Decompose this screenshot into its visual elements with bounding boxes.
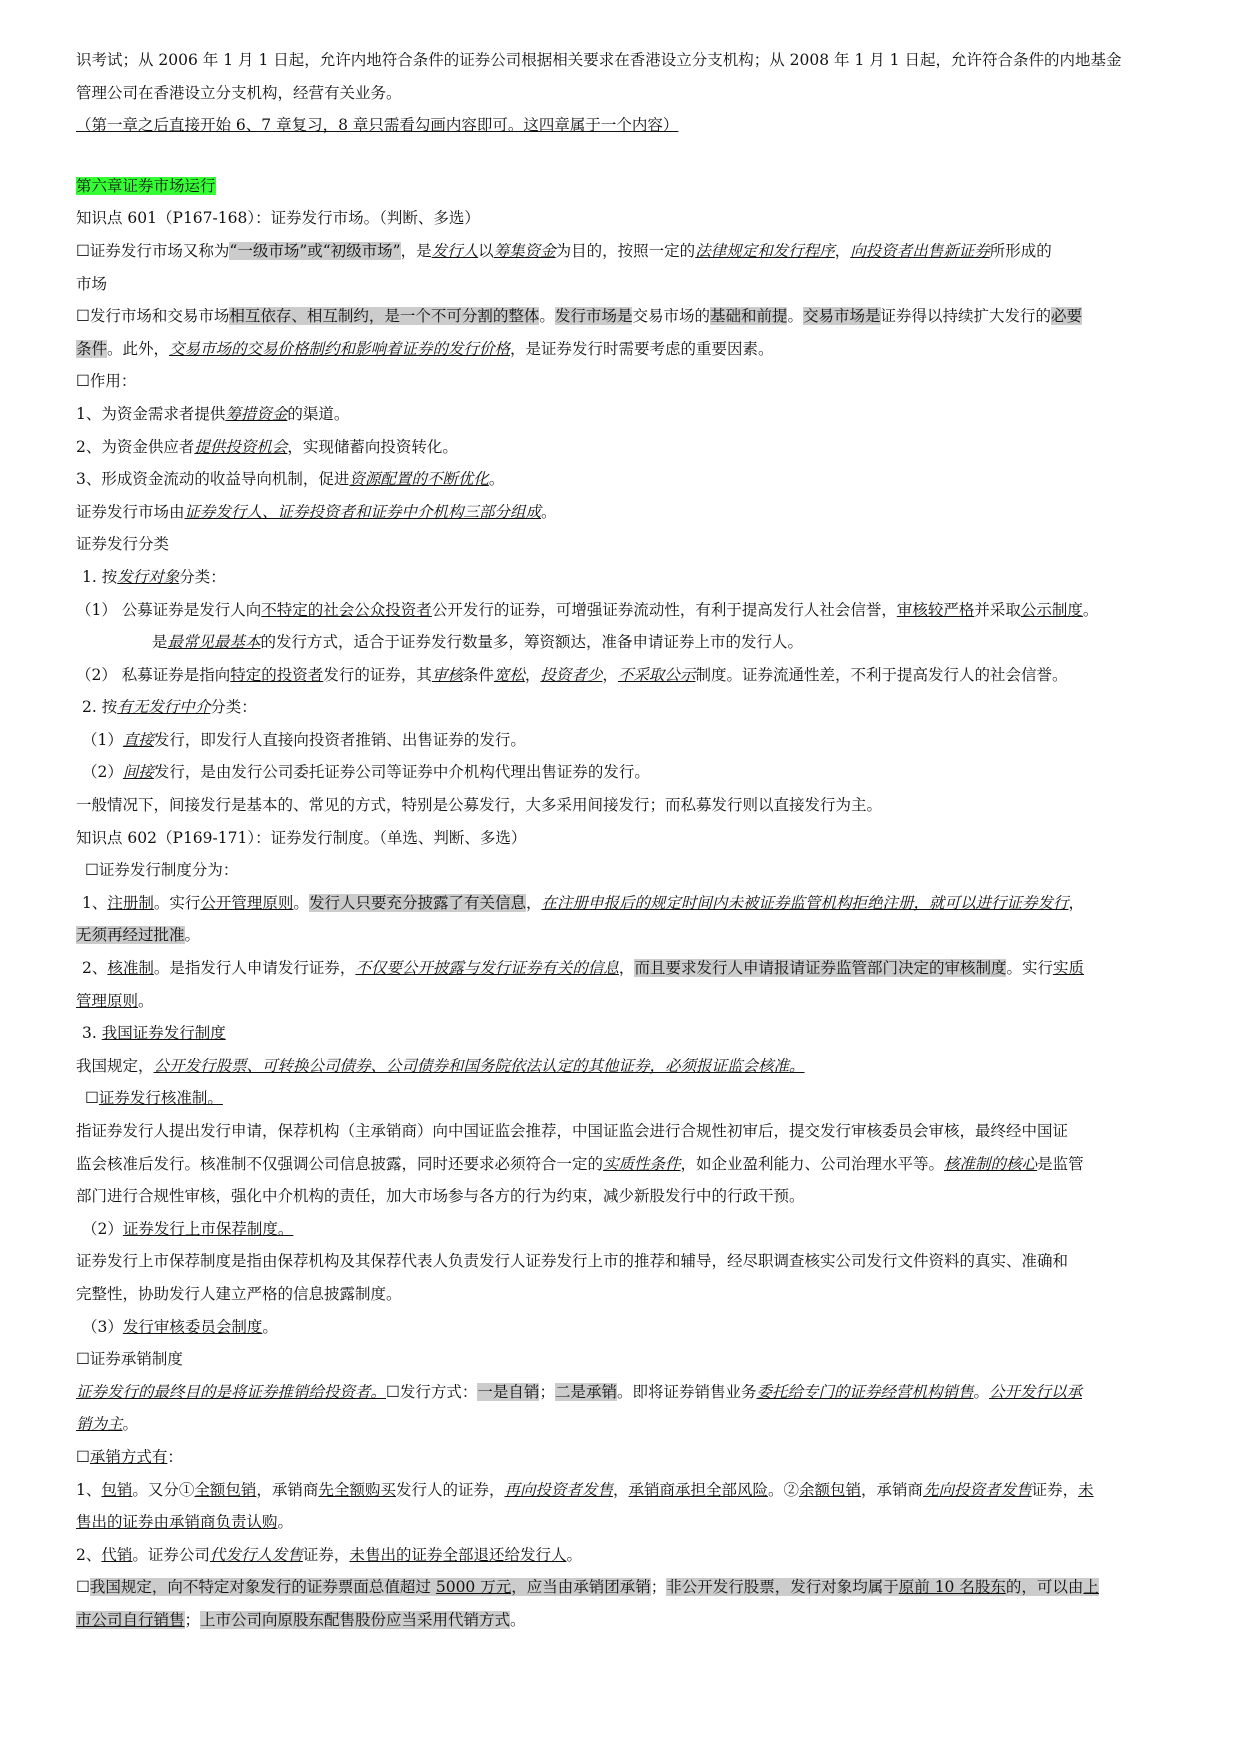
text-run: ，承销商 (861, 1480, 924, 1499)
text-line (76, 1278, 1166, 1311)
marked-text: 非公开发行股票，发行对象均属于 (666, 1578, 899, 1597)
marked-text: 宽松 (493, 665, 525, 684)
marked-text: 实质 (1052, 959, 1084, 978)
text-line (76, 1571, 1166, 1604)
text-run: 。 (184, 926, 201, 945)
marked-text: 原前 10 名股东 (898, 1578, 1006, 1597)
text-run: （2） (82, 1219, 123, 1238)
spacer (76, 142, 1166, 170)
text-line (76, 724, 1166, 757)
text-run: 。即将证券销售业务 (616, 1382, 757, 1401)
text-line (76, 887, 1166, 920)
marked-text: 实质性条件 (603, 1154, 681, 1173)
text-line (76, 235, 1166, 268)
marked-text: 售出的证券由承销商负责认购 (76, 1513, 278, 1532)
text-line (76, 691, 1166, 724)
marked-text: 公示制度 (1020, 600, 1083, 619)
text-run: 证券， (302, 1545, 350, 1564)
text-run: 监会核准后发行。核准制不仅强调公司信息披露，同时还要求必须符合一定的 (76, 1154, 604, 1173)
text-run: ； (184, 1610, 201, 1629)
text-run: 条件 (462, 665, 494, 684)
text-run: ☐证券承销制度 (76, 1350, 183, 1369)
marked-text: 5000 万元 (435, 1578, 512, 1597)
marked-text: 核准制 (107, 959, 154, 978)
text-run: 发行人的证券， (395, 1480, 505, 1499)
marked-text: 公开发行以承 (989, 1382, 1083, 1401)
text-run: 2、 (82, 959, 108, 978)
marked-text: 委托给专门的证券经营机构销售 (756, 1382, 974, 1401)
text-run: 知识点 602（P169-171）：证券发行制度。（单选、判断、多选） (76, 828, 527, 847)
text-line (76, 985, 1166, 1018)
marked-text: 最常见最基本 (167, 633, 261, 652)
text-line (76, 398, 1166, 431)
marked-text: 上 (1083, 1578, 1099, 1597)
text-run: 所形成的 (989, 241, 1052, 260)
text-run: 1. 按 (82, 567, 118, 586)
text-run: ，如企业盈利能力、公司治理水平等。 (680, 1154, 945, 1173)
marked-text: 发行人 (431, 241, 479, 260)
text-line (76, 1082, 1166, 1115)
marked-text: 销为主 (76, 1415, 123, 1434)
knowledge-point-heading (76, 202, 1166, 235)
text-run: ， (618, 959, 635, 978)
text-run: 我国规定， (76, 1056, 154, 1075)
text-line (76, 333, 1166, 366)
text-run: 分类： (210, 698, 257, 717)
marked-text: 市公司自行销售 (76, 1610, 185, 1629)
text-line (76, 1474, 1166, 1507)
marked-text: 向投资者出售新证券 (850, 241, 990, 260)
text-run: 指证券发行人提出发行申请，保荐机构（主承销商）向中国证监会推荐，中国证监会进行合规性初审后，提交发行审核委员会审核，最终经中国证 (76, 1122, 1069, 1140)
text-run: 。 (566, 1545, 582, 1564)
text-line (76, 431, 1166, 464)
text-line (76, 1604, 1166, 1637)
text-line (76, 1311, 1166, 1344)
marked-text: 未 (1078, 1480, 1094, 1499)
marked-text: 未售出的证券全部退还给发行人 (349, 1545, 567, 1564)
text-line (76, 1213, 1166, 1246)
marked-text: 上市公司向原股东配售股份应当采用代销方式 (200, 1610, 511, 1629)
marked-text: 筹措资金 (225, 404, 288, 423)
marked-text: 审核较严格 (896, 600, 975, 619)
text-run: 。证券公司 (132, 1545, 210, 1564)
marked-text: 公开管理原则 (200, 893, 294, 912)
marked-text: 证券发行核准制。 (98, 1089, 223, 1108)
document-page (76, 44, 1166, 1637)
marked-text: 而且要求发行人申请报请证券监管部门决定的审核制度 (634, 959, 1007, 978)
marked-text: 证券发行人、证券投资者和证券中介机构三部分组成 (184, 502, 542, 521)
text-run: ，承销商 (256, 1480, 319, 1499)
text-run: 的渠道。 (287, 404, 350, 423)
marked-text: 不仅要公开披露与发行证券有关的信息 (355, 959, 619, 978)
text-line (76, 789, 1166, 822)
marked-text: 有无发行中介 (117, 698, 211, 717)
text-line (76, 626, 1166, 659)
marked-text: 审核 (431, 665, 463, 684)
text-line (76, 659, 1166, 692)
text-line (76, 44, 1166, 77)
text-line (76, 561, 1166, 594)
marked-text: 管理原则 (76, 991, 139, 1010)
marked-text: ，应当由承销团承销 (511, 1578, 651, 1597)
text-line (76, 365, 1166, 398)
text-line (76, 1506, 1166, 1539)
text-run: ☐ (76, 1447, 90, 1466)
text-run: ☐发行市场和交易市场 (76, 307, 230, 326)
marked-text: 发行人只要充分披露了有关信息 (308, 893, 526, 912)
text-run: 3、形成资金流动的收益导向机制，促进 (76, 470, 350, 489)
knowledge-point-heading (76, 822, 1166, 855)
text-run: ，是 (400, 241, 432, 260)
text-run: ☐ (76, 1578, 90, 1597)
marked-text: 条件 (76, 339, 108, 358)
text-run: ； (539, 1382, 555, 1401)
marked-text: 不特定的社会公众投资者 (261, 600, 432, 619)
marked-text: 提供投资机会 (194, 437, 288, 456)
text-line (76, 77, 1166, 110)
marked-text: 直接 (122, 730, 154, 749)
text-run: ， (612, 1480, 629, 1499)
text-run: （3） (82, 1317, 123, 1336)
text-line (76, 1148, 1166, 1181)
text-run: ： (167, 1447, 183, 1466)
text-run: 分类： (179, 567, 226, 586)
text-line (76, 1245, 1166, 1278)
text-line (76, 300, 1166, 333)
marked-text: 无须再经过批准 (76, 926, 185, 945)
chapter-heading (76, 170, 1166, 203)
marked-text: 公开发行股票、可转换公司债券、公司债券和国务院依法认定的其他证券，必须报证监会核准。 (153, 1056, 805, 1075)
marked-text: 二是承销 (554, 1382, 617, 1401)
marked-text: 再向投资者发售 (504, 1480, 613, 1499)
text-run: ☐发行方式： (386, 1382, 478, 1401)
text-run: 管理公司在香港设立分支机构，经营有关业务。 (76, 83, 402, 102)
text-run: 。② (768, 1480, 800, 1499)
text-run: 。 (293, 893, 309, 912)
text-run: 证券发行市场由 (76, 502, 185, 521)
text-run: 。 (510, 1610, 526, 1629)
text-run: ， (525, 893, 542, 912)
text-run: 完整性，协助发行人建立严格的信息披露制度。 (76, 1284, 402, 1303)
marked-text: 间接 (122, 763, 154, 782)
text-line (76, 1115, 1166, 1148)
text-run: 1、 (82, 893, 108, 912)
text-run: 证券得以持续扩大发行的 (880, 307, 1052, 326)
text-run: （2） (82, 763, 123, 782)
text-line (76, 1017, 1166, 1050)
text-run: ☐证券发行市场又称为 (76, 241, 230, 260)
marked-text: 我国规定，向不特定对象发行的证券票面总值超过 (89, 1578, 436, 1597)
marked-text: 先向投资者发售 (923, 1480, 1032, 1499)
text-line (76, 756, 1166, 789)
marked-text: 法律规定和发行程序 (695, 241, 835, 260)
text-run: 识考试；从 2006 年 1 月 1 日起，允许内地符合条件的证券公司根据相关要求在香港设立分支机构；从 2008 年 1 月 1 日起，允许符合条件的内地基金 (76, 51, 1122, 69)
marked-text: 筹集资金 (493, 241, 556, 260)
text-run: 市场 (76, 274, 108, 293)
text-run: ， (834, 241, 851, 260)
text-line (76, 1408, 1166, 1441)
text-run: 。 (1082, 600, 1099, 619)
marked-text: 证券发行上市保荐制度。 (122, 1219, 294, 1238)
text-run: 2. 按 (82, 698, 118, 717)
text-line (76, 1376, 1166, 1409)
text-run: 。 (973, 1382, 990, 1401)
review-note (76, 109, 1166, 142)
marked-text: 核准制的核心 (944, 1154, 1038, 1173)
text-run: 。 (541, 502, 557, 521)
text-run: 公开发行的证券，可增强证券流动性，有利于提高发行人社会信誉， (431, 600, 897, 619)
marked-text: 余额包销 (799, 1480, 862, 1499)
marked-text: 我国证券发行制度 (101, 1024, 226, 1043)
marked-text: 投资者少 (540, 665, 603, 684)
text-line (76, 268, 1166, 301)
marked-text: 包销 (101, 1480, 133, 1499)
text-line (76, 1441, 1166, 1474)
text-line (76, 854, 1166, 887)
text-run: 部门进行合规性审核，强化中介机构的责任，加大市场参与各方的行为约束，减少新股发行中的行政干预。 (76, 1187, 805, 1206)
text-run: ， (524, 665, 541, 684)
text-line (76, 528, 1166, 561)
text-run: 以 (478, 241, 494, 260)
text-run: 1、 (76, 1480, 102, 1499)
text-run: 证券发行分类 (76, 535, 170, 554)
marked-text: 交易市场的交易价格制约和影响着证券的发行价格 (169, 339, 511, 358)
text-run: 交易市场的 (632, 307, 710, 326)
text-run: 知识点 601（P167-168）：证券发行市场。（判断、多选） (76, 209, 480, 228)
text-run: 发行，即发行人直接向投资者推销、出售证券的发行。 (153, 730, 526, 749)
text-run: 2、 (76, 1545, 102, 1564)
text-line (76, 496, 1166, 529)
text-run: 为目的，按照一定的 (555, 241, 696, 260)
text-run: ☐ (85, 1089, 99, 1108)
text-line (76, 463, 1166, 496)
marked-text: 基础和前提 (709, 307, 788, 326)
marked-text: 第六章证券市场运行 (76, 176, 216, 195)
marked-text: 相互依存、相互制约，是一个不可分割的整体 (229, 307, 540, 326)
text-line (76, 594, 1166, 627)
text-run: 。是指发行人申请发行证券， (153, 959, 356, 978)
text-run: 一般情况下，间接发行是基本的、常见的方式，特别是公募发行，大多采用间接发行；而私募发行则以直接发行为主。 (76, 796, 883, 815)
text-run: （2） 私募证券是指向 (76, 665, 231, 684)
text-run: ☐证券发行制度分为： (85, 861, 239, 880)
text-run: 。实行 (1006, 959, 1053, 978)
text-run: ，是证券发行时需要考虑的重要因素。 (510, 339, 774, 358)
text-run: 制度。证券流通性差，不利于提高发行人的社会信誉。 (695, 665, 1068, 684)
text-run: 。 (787, 307, 803, 326)
text-run: 并采取 (974, 600, 1021, 619)
text-run: ☐作用： (76, 372, 137, 391)
text-run: ，实现储蓄向投资转化。 (287, 437, 458, 456)
text-run: 发行，是由发行公司委托证券公司等证券中介机构代理出售证券的发行。 (153, 763, 650, 782)
text-run: （1） (82, 730, 123, 749)
text-run: 的发行方式，适合于证券发行数量多，筹资额达，准备申请证券上市的发行人。 (260, 633, 804, 652)
text-run: 。 (138, 991, 154, 1010)
text-line (76, 1050, 1166, 1083)
text-line (76, 1180, 1166, 1213)
marked-text: 发行市场是 (554, 307, 633, 326)
text-run: ， (1068, 893, 1084, 912)
marked-text: 全额包销 (194, 1480, 257, 1499)
marked-text: 不采取公示 (617, 665, 696, 684)
marked-text: （第一章之后直接开始 6、7 章复习，8 章只需看勾画内容即可。这四章属于一个内容） (76, 116, 679, 135)
marked-text: 资源配置的不断优化 (349, 470, 489, 489)
text-run: （1） 公募证券是发行人向 (76, 600, 262, 619)
text-run: 证券， (1031, 1480, 1079, 1499)
text-run: 。 (122, 1415, 139, 1434)
marked-text: “一级市场”或“初级市场” (229, 241, 401, 260)
marked-text: 发行对象 (117, 567, 180, 586)
text-line (76, 919, 1166, 952)
text-run: 是 (152, 633, 168, 652)
marked-text: 证券发行的最终目的是将证券推销给投资者。 (76, 1382, 387, 1401)
text-run: 。实行 (153, 893, 201, 912)
text-run: ； (650, 1578, 667, 1597)
text-run: 2、为资金供应者 (76, 437, 195, 456)
text-line (76, 952, 1166, 985)
text-run: 。 (539, 307, 555, 326)
marked-text: 交易市场是 (803, 307, 881, 326)
text-run: 。 (277, 1513, 294, 1532)
marked-text: 特定的投资者 (230, 665, 324, 684)
marked-text: 承销方式有 (89, 1447, 168, 1466)
text-run: 1、为资金需求者提供 (76, 404, 226, 423)
marked-text: 代发行人发售 (209, 1545, 303, 1564)
marked-text: 一是自销 (477, 1382, 540, 1401)
marked-text: 注册制 (107, 893, 154, 912)
text-run: 。 (488, 470, 505, 489)
text-run: 证券发行上市保荐制度是指由保荐机构及其保荐代表人负责发行人证券发行上市的推荐和辅导，经尽职调查核实公司发行文件资料的真实、准确和 (76, 1252, 1069, 1271)
marked-text: 先全额购买 (318, 1480, 396, 1499)
text-run: 。 (262, 1317, 278, 1336)
text-run: 3. (82, 1024, 102, 1043)
marked-text: 发行审核委员会制度 (122, 1317, 263, 1336)
text-run: 。又分① (132, 1480, 195, 1499)
marked-text: 必要 (1051, 307, 1083, 326)
marked-text: 在注册申报后的规定时间内未被证券监管机构拒绝注册，就可以进行证券发行 (541, 893, 1069, 912)
text-run: 是监管 (1037, 1154, 1084, 1173)
text-run: ， (602, 665, 618, 684)
text-line (76, 1343, 1166, 1376)
text-run: 发行的证券，其 (323, 665, 432, 684)
text-line (76, 1539, 1166, 1572)
marked-text: 的，可以由 (1005, 1578, 1084, 1597)
text-run: 。此外， (107, 339, 170, 358)
marked-text: 代销 (101, 1545, 133, 1564)
marked-text: 承销商承担全部风险 (628, 1480, 769, 1499)
